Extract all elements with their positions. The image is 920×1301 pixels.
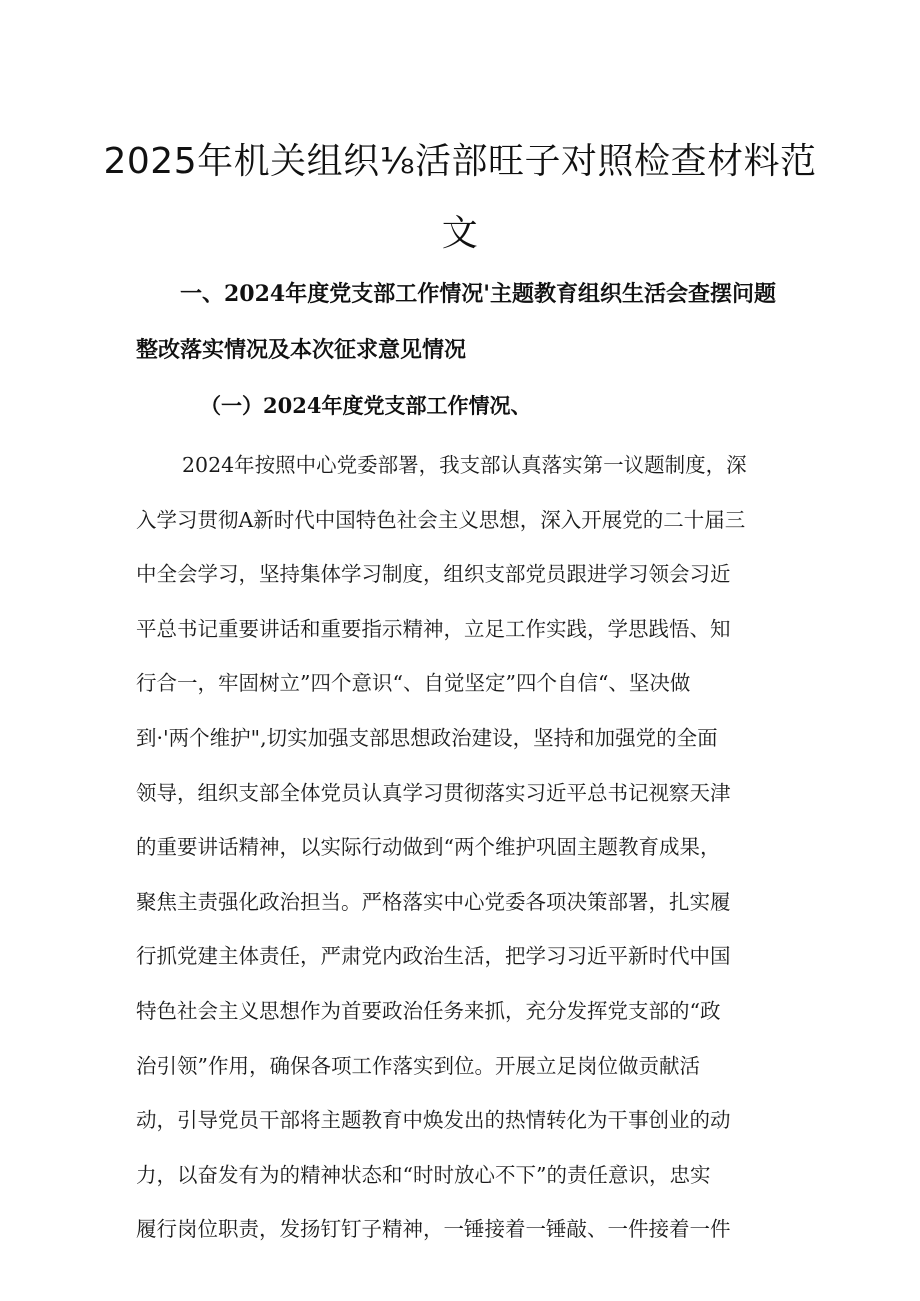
paragraph-line: 动，引导党员干部将主题教育中焕发出的热情转化为干事创业的动 <box>136 1108 731 1133</box>
paragraph-line: 平总书记重要讲话和重要指示精神，立足工作实践，学思践悟、知 <box>136 616 731 641</box>
section-heading-1-line-1: 一、2024年度党支部工作情况'主题教育组织生活会查摆问题 <box>180 281 776 307</box>
document-title-line-2: 文 <box>441 213 479 254</box>
paragraph-line: 入学习贯彻A新时代中国特色社会主义思想，深入开展党的二十届三 <box>136 507 746 532</box>
paragraph-line: 2024年按照中心党委部署，我支部认真落实第一议题制度，深 <box>182 453 747 477</box>
paragraph-line: 的重要讲话精神，以实际行动做到“两个维护巩固主题教育成果， <box>136 835 721 860</box>
document-title-line-1: 2025年机关组织⅛活部旺子对照检查材料范 <box>103 141 817 182</box>
subsection-heading-1: （一）2024年度党支部工作情况、 <box>200 393 532 418</box>
paragraph-line: 履行岗位职责，发扬钉钉子精神，一锤接着一锤敲、一件接着一件 <box>136 1217 731 1242</box>
paragraph-line: 行抓党建主体责任，严肃党内政治生活，把学习习近平新时代中国 <box>136 944 731 969</box>
paragraph-line: 中全会学习，坚持集体学习制度，组织支部党员跟进学习领会习近 <box>136 562 731 587</box>
paragraph-line: 特色社会主义思想作为首要政治任务来抓，充分发挥党支部的“政 <box>136 998 721 1023</box>
paragraph-line: 领导，组织支部全体党员认真学习贯彻落实习近平总书记视察天津 <box>136 780 731 805</box>
paragraph-line: 聚焦主责强化政治担当。严格落实中心党委各项决策部署，扎实履 <box>136 889 731 914</box>
paragraph-line: 治引领”作用，确保各项工作落实到位。开展立足岗位做贡献活 <box>136 1053 700 1078</box>
paragraph-line: 到·'两个维护",切实加强支部思想政治建设，坚持和加强党的全面 <box>136 725 718 750</box>
body-paragraph <box>136 438 786 1257</box>
paragraph-line: 力，以奋发有为的精神状态和“时时放心不下”的责任意识，忠实 <box>136 1162 711 1187</box>
section-heading-1-line-2: 整改落实情况及本次征求意见情况 <box>136 337 467 363</box>
section-heading-1 <box>136 266 786 378</box>
paragraph-line: 行合一，牢固树立”四个意识“、自觉坚定”四个自信“、坚决做 <box>136 671 691 696</box>
